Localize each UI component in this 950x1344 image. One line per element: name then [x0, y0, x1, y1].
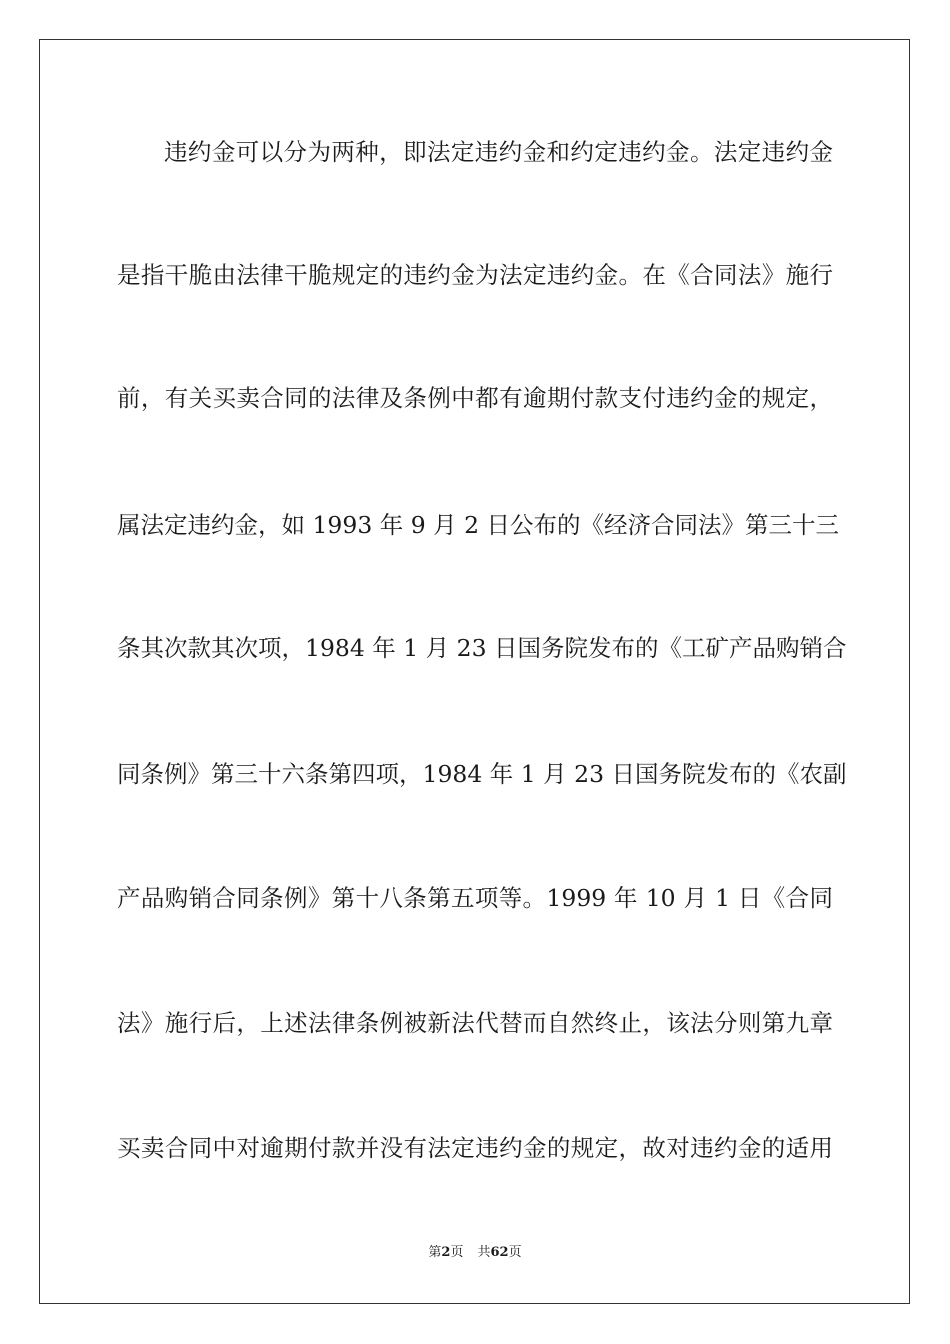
- page-footer: [0, 1244, 950, 1262]
- page-number: 2: [441, 1245, 451, 1260]
- total-pages: 62: [490, 1245, 509, 1260]
- page-label-prefix: 第: [428, 1245, 442, 1260]
- paragraph-line: 是指干脆由法律干脆规定的违约金为法定违约金。在《合同法》施行: [117, 261, 833, 289]
- total-label-suffix: 页: [508, 1245, 522, 1260]
- paragraph-line: 买卖合同中对逾期付款并没有法定违约金的规定，故对违约金的适用: [117, 1134, 833, 1162]
- paragraph-line: 同条例》第三十六条第四项，1984 年 1 月 23 日国务院发布的《农副: [117, 760, 847, 788]
- paragraph-line: 违约金可以分为两种，即法定违约金和约定违约金。法定违约金: [164, 138, 833, 166]
- paragraph-line: 产品购销合同条例》第十八条第五项等。1999 年 10 月 1 日《合同: [117, 884, 833, 912]
- total-label-prefix: 共: [477, 1245, 491, 1260]
- page-label-suffix: 页: [450, 1245, 464, 1260]
- paragraph-line: 法》施行后，上述法律条例被新法代替而自然终止，该法分则第九章: [117, 1009, 833, 1037]
- paragraph-line: 属法定违约金，如 1993 年 9 月 2 日公布的《经济合同法》第三十三: [117, 511, 840, 539]
- paragraph-line: 前，有关买卖合同的法律及条例中都有逾期付款支付违约金的规定，: [117, 384, 833, 412]
- paragraph-line: 条其次款其次项，1984 年 1 月 23 日国务院发布的《工矿产品购销合: [117, 634, 847, 662]
- page-border: [39, 39, 910, 1304]
